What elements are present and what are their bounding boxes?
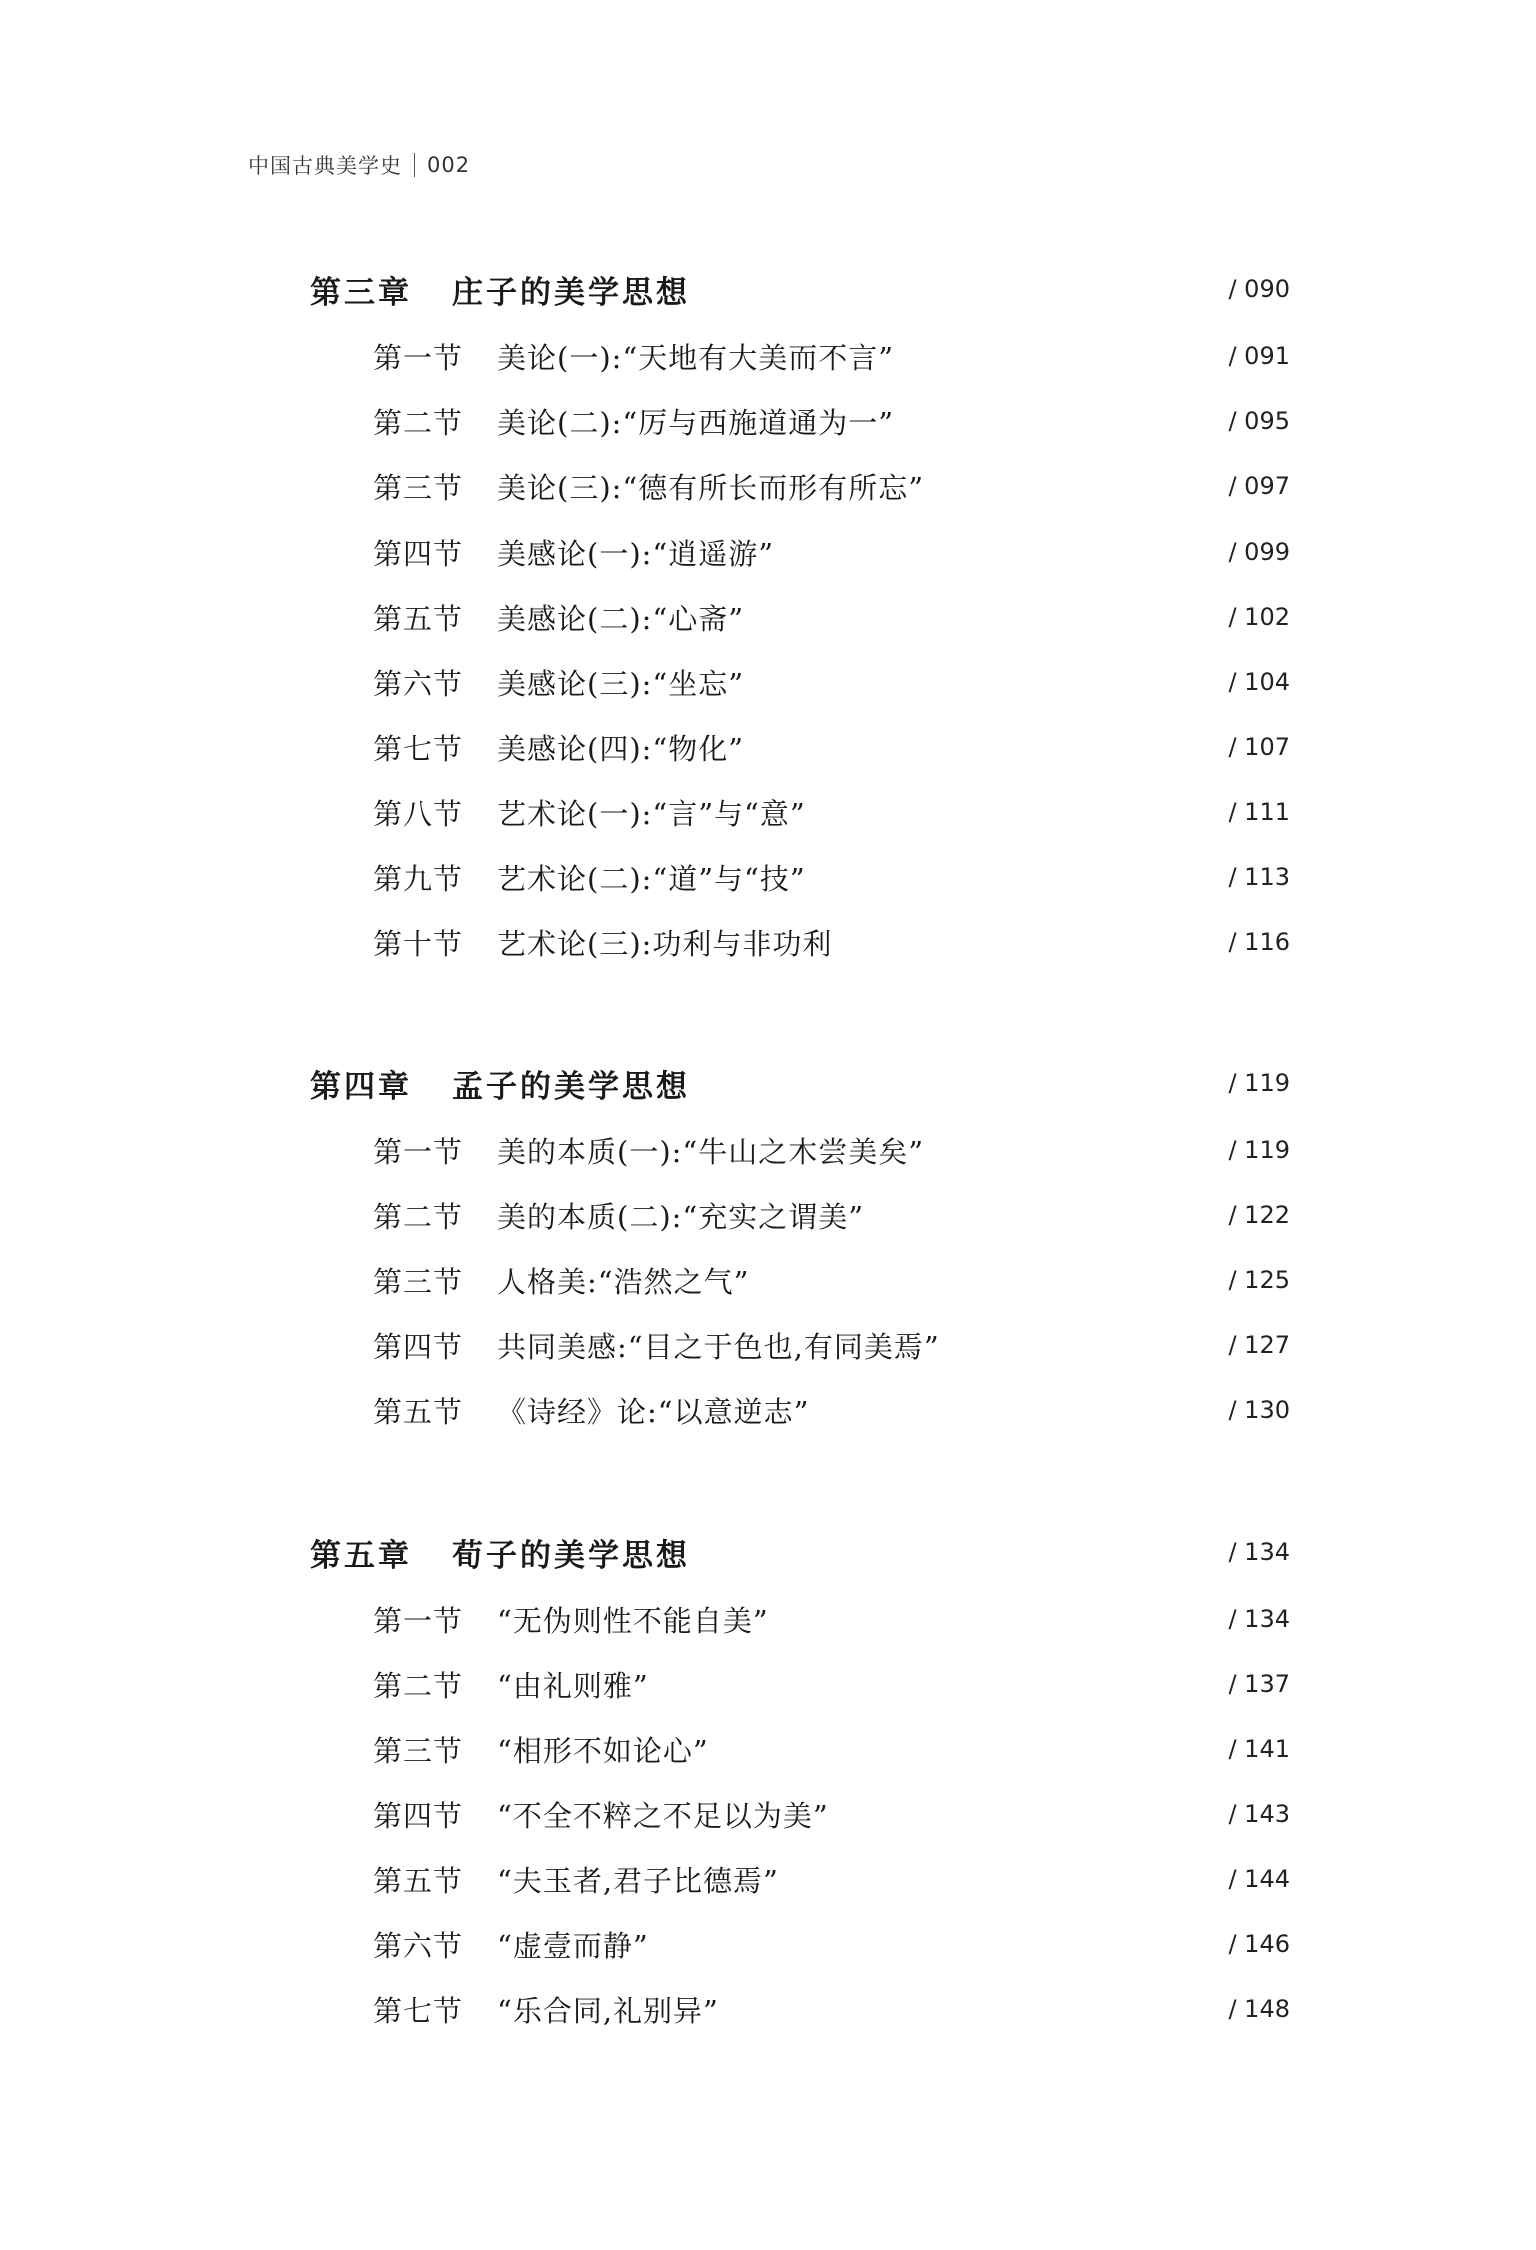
chapter-page: / 119: [1228, 1069, 1290, 1097]
section-entry[interactable]: [0, 332, 1536, 380]
section-label: 第一节: [373, 340, 464, 375]
section-title: 美感论(二):“心斋”: [497, 601, 745, 636]
section-title: “虚壹而静”: [497, 1928, 649, 1963]
chapter-title: 荀子的美学思想: [452, 1537, 690, 1574]
section-entry[interactable]: [0, 397, 1536, 445]
section-title: 艺术论(三):功利与非功利: [497, 926, 833, 961]
section-title: “由礼则雅”: [497, 1668, 649, 1703]
section-entry[interactable]: [0, 462, 1536, 510]
section-entry[interactable]: [0, 658, 1536, 706]
section-page: / 107: [1228, 733, 1290, 761]
section-label: 第五节: [373, 601, 464, 636]
section-label: 第三节: [373, 470, 464, 505]
section-title: 《诗经》论:“以意逆志”: [497, 1394, 810, 1429]
section-page: / 137: [1228, 1670, 1290, 1698]
section-page: / 104: [1228, 668, 1290, 696]
section-label: 第二节: [373, 1199, 464, 1234]
chapter-title: 孟子的美学思想: [452, 1068, 690, 1105]
section-title: 美的本质(二):“充实之谓美”: [497, 1199, 865, 1234]
section-title: 美论(三):“德有所长而形有所忘”: [497, 470, 925, 505]
section-entry[interactable]: [0, 528, 1536, 576]
section-page: / 141: [1228, 1735, 1290, 1763]
section-page: / 119: [1228, 1136, 1290, 1164]
section-entry[interactable]: [0, 1920, 1536, 1968]
section-entry[interactable]: [0, 1256, 1536, 1304]
section-entry[interactable]: [0, 723, 1536, 771]
section-title: “乐合同,礼别异”: [497, 1993, 719, 2028]
section-entry[interactable]: [0, 1790, 1536, 1838]
section-page: / 116: [1228, 928, 1290, 956]
section-page: / 125: [1228, 1266, 1290, 1294]
section-title: “无伪则性不能自美”: [497, 1603, 769, 1638]
section-entry[interactable]: [0, 853, 1536, 901]
section-page: / 113: [1228, 863, 1290, 891]
chapter-heading[interactable]: [0, 1059, 1536, 1107]
section-label: 第八节: [373, 796, 464, 831]
section-title: 美感论(一):“逍遥游”: [497, 536, 775, 571]
section-label: 第九节: [373, 861, 464, 896]
section-title: “不全不粹之不足以为美”: [497, 1798, 829, 1833]
section-title: 共同美感:“目之于色也,有同美焉”: [497, 1329, 940, 1364]
book-title: 中国古典美学史: [248, 154, 402, 178]
section-title: 美的本质(一):“牛山之木尝美矣”: [497, 1134, 925, 1169]
section-title: “夫玉者,君子比德焉”: [497, 1863, 779, 1898]
section-page: / 102: [1228, 603, 1290, 631]
header-page-number: 002: [427, 153, 471, 177]
section-label: 第二节: [373, 405, 464, 440]
section-label: 第五节: [373, 1394, 464, 1429]
chapter-label: 第五章: [310, 1537, 412, 1574]
section-label: 第五节: [373, 1863, 464, 1898]
section-page: / 130: [1228, 1396, 1290, 1424]
section-page: / 122: [1228, 1201, 1290, 1229]
section-entry[interactable]: [0, 1725, 1536, 1773]
section-entry[interactable]: [0, 1595, 1536, 1643]
section-title: 艺术论(一):“言”与“意”: [497, 796, 806, 831]
section-page: / 095: [1228, 407, 1290, 435]
section-page: / 143: [1228, 1800, 1290, 1828]
chapter-label: 第三章: [310, 274, 412, 311]
section-entry[interactable]: [0, 788, 1536, 836]
section-title: 人格美:“浩然之气”: [497, 1264, 750, 1299]
section-entry[interactable]: [0, 1660, 1536, 1708]
section-page: / 144: [1228, 1865, 1290, 1893]
section-title: 美论(二):“厉与西施道通为一”: [497, 405, 895, 440]
chapter-page: / 090: [1228, 275, 1290, 303]
section-label: 第七节: [373, 731, 464, 766]
section-page: / 097: [1228, 472, 1290, 500]
section-label: 第一节: [373, 1134, 464, 1169]
section-label: 第一节: [373, 1603, 464, 1638]
chapter-heading[interactable]: [0, 265, 1536, 313]
section-page: / 134: [1228, 1605, 1290, 1633]
section-label: 第四节: [373, 1329, 464, 1364]
section-entry[interactable]: [0, 918, 1536, 966]
section-label: 第三节: [373, 1733, 464, 1768]
section-page: / 127: [1228, 1331, 1290, 1359]
chapter-heading[interactable]: [0, 1528, 1536, 1576]
section-label: 第六节: [373, 666, 464, 701]
section-entry[interactable]: [0, 1855, 1536, 1903]
section-label: 第四节: [373, 536, 464, 571]
section-page: / 091: [1228, 342, 1290, 370]
section-entry[interactable]: [0, 1321, 1536, 1369]
section-label: 第六节: [373, 1928, 464, 1963]
chapter-page: / 134: [1228, 1538, 1290, 1566]
section-label: 第七节: [373, 1993, 464, 2028]
section-page: / 099: [1228, 538, 1290, 566]
section-label: 第十节: [373, 926, 464, 961]
chapter-label: 第四章: [310, 1068, 412, 1105]
section-title: 艺术论(二):“道”与“技”: [497, 861, 806, 896]
section-title: “相形不如论心”: [497, 1733, 709, 1768]
section-label: 第三节: [373, 1264, 464, 1299]
section-label: 第四节: [373, 1798, 464, 1833]
section-entry[interactable]: [0, 1985, 1536, 2033]
section-page: / 111: [1228, 798, 1290, 826]
section-entry[interactable]: [0, 1386, 1536, 1434]
section-entry[interactable]: [0, 1191, 1536, 1239]
section-title: 美感论(三):“坐忘”: [497, 666, 745, 701]
section-label: 第二节: [373, 1668, 464, 1703]
section-title: 美感论(四):“物化”: [497, 731, 745, 766]
section-title: 美论(一):“天地有大美而不言”: [497, 340, 895, 375]
chapter-title: 庄子的美学思想: [452, 274, 690, 311]
section-entry[interactable]: [0, 593, 1536, 641]
section-page: / 148: [1228, 1995, 1290, 2023]
section-entry[interactable]: [0, 1126, 1536, 1174]
section-page: / 146: [1228, 1930, 1290, 1958]
